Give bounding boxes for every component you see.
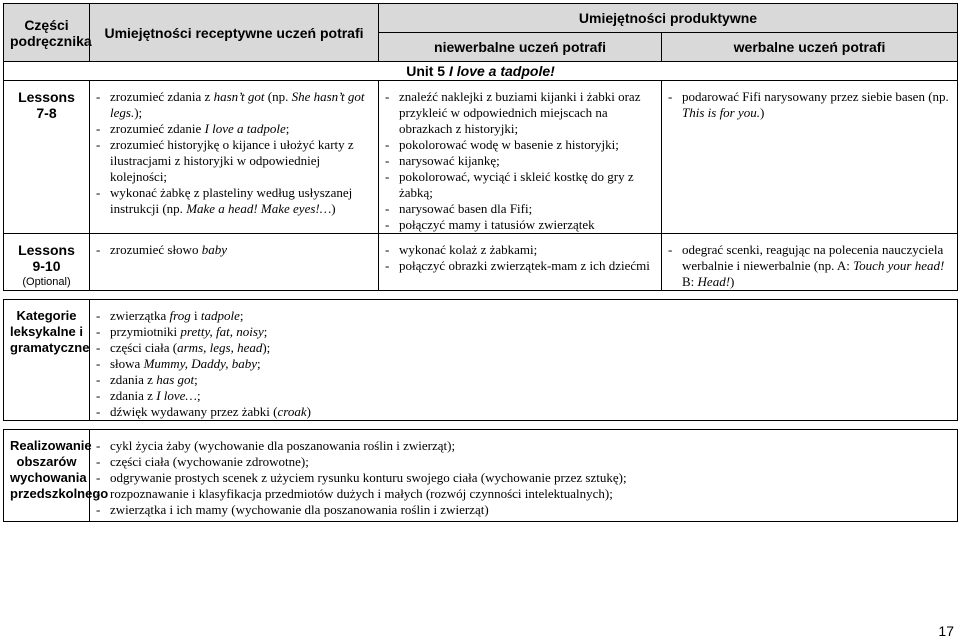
lesson-7-8 [4, 81, 90, 234]
list-item: - wykonać żabkę z plasteliny według usłyszanej instrukcji (np. Make a head! Make eyes!…) [96, 185, 372, 217]
list-item: - odegrać scenki, reagując na polecenia nauczyciela werbalnie i niewerbalnie (np. A: Touch your head! B: Head!) [668, 242, 951, 290]
nonverbal-7-8 [379, 81, 662, 234]
list-item: - zrozumieć historyjkę o kijance i ułożyć karty z ilustracjami z historyjki w odpowiedniej kolejności; [96, 137, 372, 185]
receptive-9-10 [90, 234, 379, 291]
verbal-7-8 [662, 81, 958, 234]
nonverbal-9-10 [379, 234, 662, 291]
lesson-number: 9-10 [32, 258, 61, 274]
lesson-number: 7-8 [36, 105, 57, 121]
list-item: - zdania z I love…; [96, 388, 951, 404]
verbal-9-10 [662, 234, 958, 291]
list-item: - odgrywanie prostych scenek z użyciem rysunku konturu swojego ciała (wychowanie przez sztukę); [96, 470, 951, 486]
list-item: - połączyć obrazki zwierzątek-mam z ich dziećmi [385, 258, 655, 274]
categories-label: Kategorie leksykalne i gramatyczne [4, 300, 90, 421]
unit-title: Unit 5 I love a tadpole! [4, 62, 958, 81]
list-item: - części ciała (wychowanie zdrowotne); [96, 454, 951, 470]
list-item: - zrozumieć zdania z hasn’t got (np. She hasn’t got legs.); [96, 89, 372, 121]
list-item: - zdania z has got; [96, 372, 951, 388]
list-item: - połączyć mamy i tatusiów zwierzątek [385, 217, 655, 233]
list-item: - dźwięk wydawany przez żabki (croak) [96, 404, 951, 420]
categories-list [90, 300, 958, 421]
curriculum-table [3, 3, 958, 522]
page-number: 17 [938, 623, 954, 639]
preschool-list [90, 430, 958, 522]
header-nonverbal: niewerbalne uczeń potrafi [379, 33, 662, 62]
header-sections: Części podręcznika [4, 4, 90, 62]
list-item: - słowa Mummy, Daddy, baby; [96, 356, 951, 372]
list-item: - pokolorować, wyciąć i skleić kostkę do gry z żabką; [385, 169, 655, 201]
header-productive: Umiejętności produktywne [379, 4, 958, 33]
preschool-label: Realizowanie obszarów wychowania przedszkolnego [4, 430, 90, 522]
list-item: - zwierzątka i ich mamy (wychowanie dla poszanowania roślin i zwierząt) [96, 502, 951, 518]
header-receptive: Umiejętności receptywne uczeń potrafi [90, 4, 379, 62]
lesson-label: Lessons [18, 89, 75, 105]
list-item: - rozpoznawanie i klasyfikacja przedmiotów dużych i małych (rozwój czynności intelektualnych); [96, 486, 951, 502]
list-item: - narysować kijankę; [385, 153, 655, 169]
list-item: - znaleźć naklejki z buziami kijanki i żabki oraz przykleić w odpowiednich miejscach na obrazkach z historyjki; [385, 89, 655, 137]
lesson-optional: (Optional) [22, 276, 71, 288]
list-item: - zrozumieć zdanie I love a tadpole; [96, 121, 372, 137]
lesson-label: Lessons [18, 242, 75, 258]
list-item: - pokolorować wodę w basenie z historyjki; [385, 137, 655, 153]
list-item: - części ciała (arms, legs, head); [96, 340, 951, 356]
list-item: - zwierzątka frog i tadpole; [96, 308, 951, 324]
list-item: - zrozumieć słowo baby [96, 242, 372, 258]
list-item: - przymiotniki pretty, fat, noisy; [96, 324, 951, 340]
header-verbal: werbalne uczeń potrafi [662, 33, 958, 62]
lesson-9-10 [4, 234, 90, 291]
list-item: - cykl życia żaby (wychowanie dla poszanowania roślin i zwierząt); [96, 438, 951, 454]
list-item: - narysować basen dla Fifi; [385, 201, 655, 217]
list-item: - wykonać kolaż z żabkami; [385, 242, 655, 258]
list-item: - podarować Fifi narysowany przez siebie basen (np. This is for you.) [668, 89, 951, 121]
receptive-7-8 [90, 81, 379, 234]
